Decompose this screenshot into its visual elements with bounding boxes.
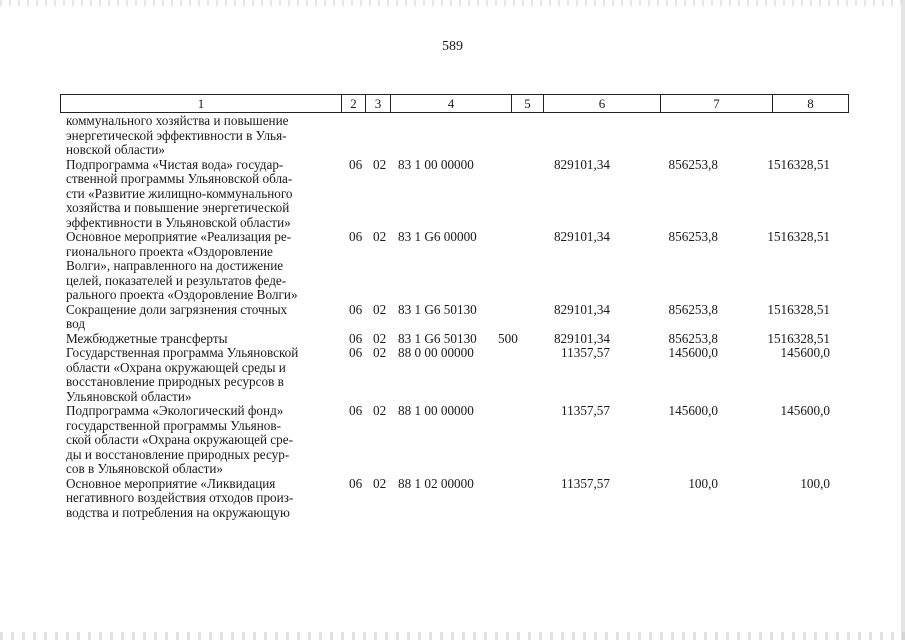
row-section: 06	[349, 301, 363, 317]
row-target-code: 83 1 G6 50130	[398, 330, 477, 346]
row-name: коммунального хозяйства и повышение энергетической эффективности в Улья- новской области»	[66, 113, 289, 157]
column-header-8: 8	[773, 95, 849, 113]
row-amount-col8: 1516328,51	[767, 301, 830, 317]
row-section: 06	[349, 403, 363, 418]
row-target-code: 88 1 00 00000	[398, 403, 474, 418]
row-name: Основное мероприятие «Ликвидация негативного воздействия отходов произ- водства и потребления на окружающую	[66, 475, 294, 520]
table-row	[66, 158, 848, 231]
table-row	[66, 477, 848, 521]
row-amount-col7: 145600,0	[668, 403, 718, 418]
column-header-1: 1	[61, 95, 342, 113]
table-row	[66, 230, 848, 303]
row-target-code: 83 1 00 00000	[398, 156, 474, 172]
row-amount-col6: 11357,57	[561, 345, 610, 360]
table-row	[66, 114, 848, 158]
row-subsection: 02	[373, 156, 387, 172]
row-section: 06	[349, 475, 363, 491]
row-amount-col7: 856253,8	[668, 301, 718, 317]
table-row	[66, 303, 848, 332]
row-expense-type: 500	[498, 330, 518, 346]
scan-edge-right	[901, 0, 905, 640]
row-subsection: 02	[373, 301, 387, 317]
table-row	[66, 332, 848, 347]
column-header-table	[60, 94, 849, 113]
row-target-code: 83 1 G6 50130	[398, 301, 477, 317]
row-target-code: 88 0 00 00000	[398, 345, 474, 360]
table-body	[66, 114, 848, 520]
row-name: Подпрограмма «Экологический фонд» государственной программы Ульянов- ской области «Охрана окружающей сре- ды и восстановление природных ресур- сов в Ульяновской области»	[66, 403, 293, 476]
row-name: Межбюджетные трансферты	[66, 330, 228, 346]
row-amount-col7: 145600,0	[668, 345, 718, 360]
row-subsection: 02	[373, 330, 387, 346]
row-amount-col6: 829101,34	[553, 330, 610, 346]
column-header-4: 4	[391, 95, 512, 113]
row-section: 06	[349, 229, 363, 244]
row-subsection: 02	[373, 345, 387, 360]
row-amount-col7: 100,0	[688, 475, 718, 491]
column-header-2: 2	[342, 95, 366, 113]
table-row	[66, 404, 848, 477]
row-amount-col6: 829101,34	[553, 229, 610, 244]
row-subsection: 02	[373, 475, 387, 491]
column-header-row	[61, 95, 849, 113]
row-section: 06	[349, 330, 363, 346]
row-amount-col8: 1516328,51	[767, 156, 830, 172]
row-name: Подпрограмма «Чистая вода» государ- ственной программы Ульяновской обла- сти «Развитие жилищно-коммунального хозяйства и повышение энергетической эффективности в Ульяновской области»	[66, 156, 293, 230]
column-header-5: 5	[512, 95, 544, 113]
row-amount-col6: 829101,34	[553, 156, 610, 172]
column-header-7: 7	[661, 95, 773, 113]
row-amount-col7: 856253,8	[668, 229, 718, 244]
row-target-code: 83 1 G6 00000	[398, 229, 477, 244]
row-subsection: 02	[373, 403, 387, 418]
scan-edge-top	[0, 0, 905, 6]
row-amount-col6: 829101,34	[553, 301, 610, 317]
row-amount-col8: 1516328,51	[767, 330, 830, 346]
row-name: Основное мероприятие «Реализация ре- гионального проекта «Оздоровление Волги», направленного на достижение целей, показателей и результатов феде- рального проекта «Оздоровление Волги»	[66, 229, 298, 302]
scan-edge-bottom	[0, 632, 905, 640]
row-subsection: 02	[373, 229, 387, 244]
table-row	[66, 346, 848, 404]
row-target-code: 88 1 02 00000	[398, 475, 474, 491]
row-section: 06	[349, 156, 363, 172]
column-header-3: 3	[366, 95, 391, 113]
row-amount-col6: 11357,57	[561, 475, 610, 491]
column-header-6: 6	[544, 95, 661, 113]
row-amount-col8: 100,0	[800, 475, 830, 491]
row-amount-col8: 145600,0	[780, 345, 830, 360]
row-amount-col8: 145600,0	[780, 403, 830, 418]
row-amount-col6: 11357,57	[561, 403, 610, 418]
row-amount-col7: 856253,8	[668, 156, 718, 172]
row-amount-col7: 856253,8	[668, 330, 718, 346]
row-name: Сокращение доли загрязнения сточных вод	[66, 301, 288, 331]
row-section: 06	[349, 345, 363, 360]
page-number: 589	[442, 39, 463, 54]
row-name: Государственная программа Ульяновской области «Охрана окружающей среды и восстановление природных ресурсов в Ульяновской области»	[66, 345, 299, 404]
row-amount-col8: 1516328,51	[767, 229, 830, 244]
